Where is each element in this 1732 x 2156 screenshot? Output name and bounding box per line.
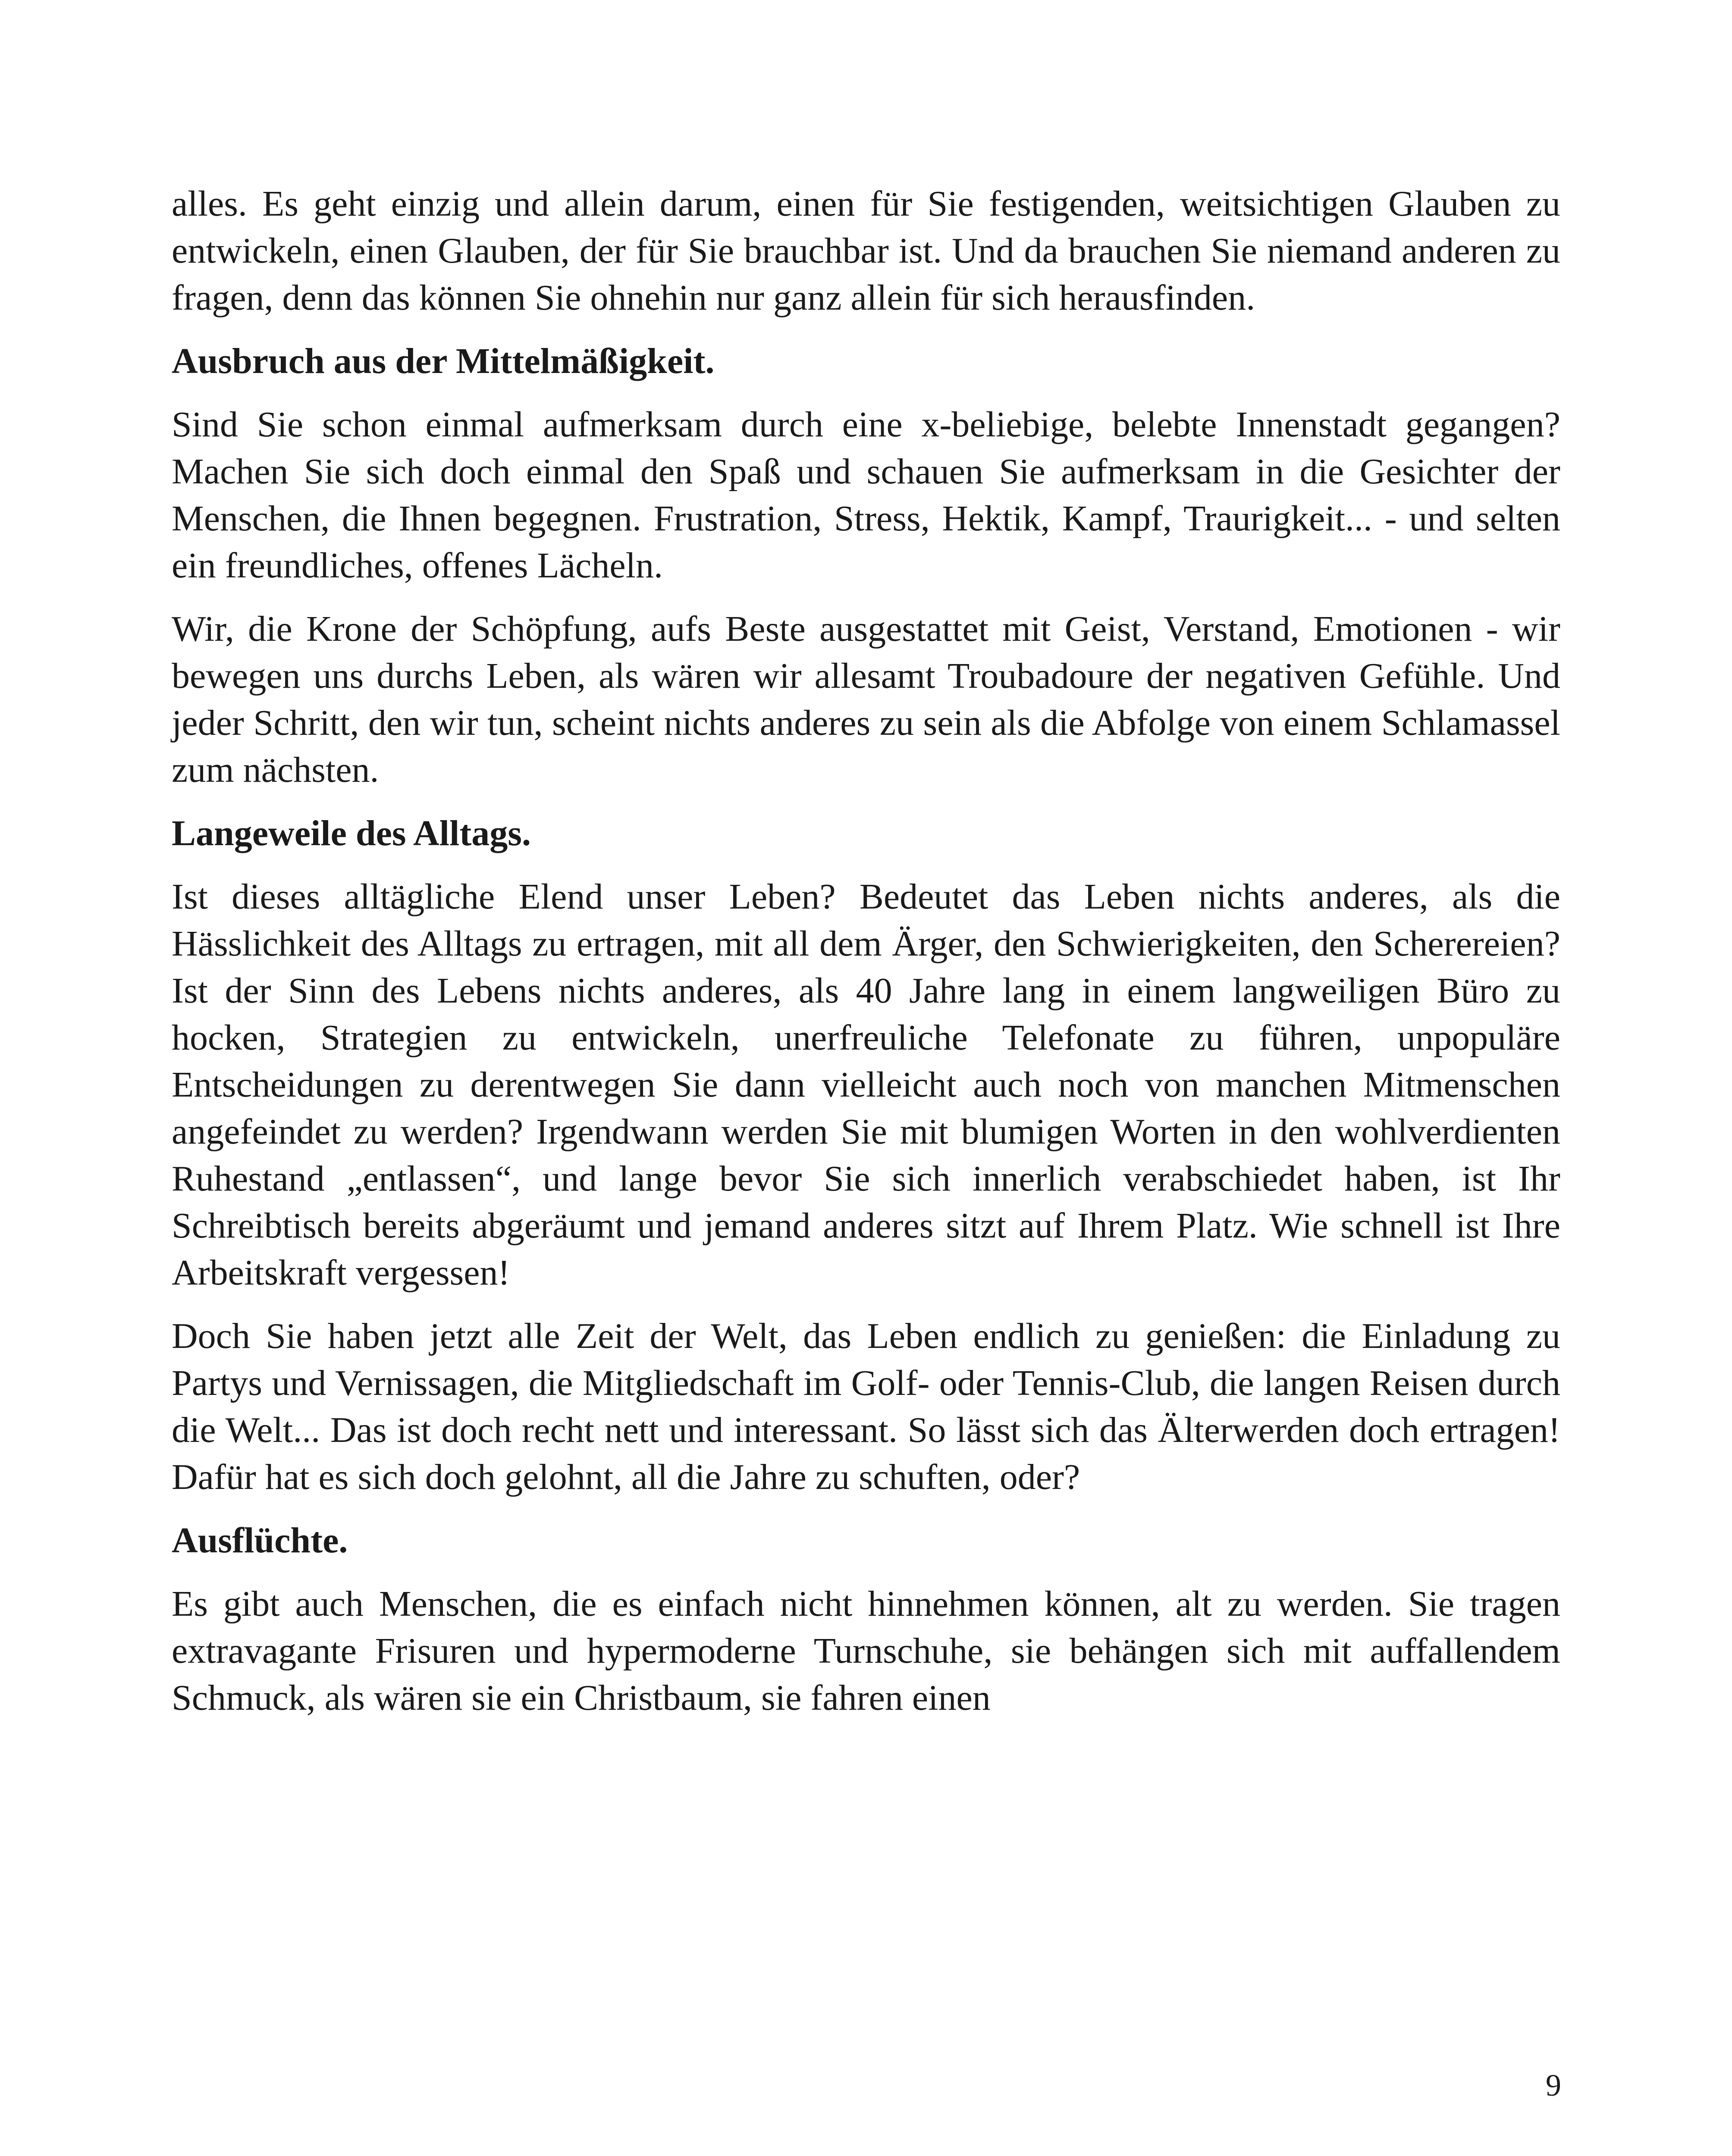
paragraph-5: Doch Sie haben jetzt alle Zeit der Welt, das Leben endlich zu genießen: die Einladung zu Partys und Vernissagen, die Mitgliedschaft im Golf- oder Tennis-Club, die langen Reisen durch die Welt... Das ist doch recht nett und interessant. So lässt sich das Älterwerden doch ertragen! Dafür hat es sich doch gelohnt, all die Jahre zu schuften, oder?: [172, 1316, 1560, 1497]
paragraph-3: Wir, die Krone der Schöpfung, aufs Beste ausgestattet mit Geist, Verstand, Emotionen - wir bewegen uns durchs Leben, als wären wir allesamt Troubadoure der negativen Gefühle. Und jeder Schritt, den wir tun, scheint nichts anderes zu sein als die Abfolge von einem Schlamassel zum nächsten.: [172, 609, 1560, 790]
paragraph-1: alles. Es geht einzig und allein darum, einen für Sie festigenden, weitsichtigen Glauben zu entwickeln, einen Glauben, der für Sie brauchbar ist. Und da brauchen Sie niemand anderen zu fragen, denn das können Sie ohnehin nur ganz allein für sich herausfinden.: [172, 184, 1560, 318]
section-heading-1: Ausbruch aus der Mittelmäßigkeit.: [172, 341, 715, 381]
section-heading-2: Langeweile des Alltags.: [172, 813, 531, 853]
body-text: [172, 180, 1560, 1738]
paragraph-2: Sind Sie schon einmal aufmerksam durch eine x-beliebige, belebte Innenstadt gegangen? Machen Sie sich doch einmal den Spaß und schauen Sie aufmerksam in die Gesichter der Menschen, die Ihnen begegnen. Frustration, Stress, Hektik, Kampf, Traurigkeit... - und selten ein freundliches, offenes Lächeln.: [172, 404, 1560, 586]
paragraph-6: Es gibt auch Menschen, die es einfach nicht hinnehmen können, alt zu werden. Sie tragen extravagante Frisuren und hypermoderne Turnschuhe, sie behängen sich mit auffallendem Schmuck, als wären sie ein Christbaum, sie fahren einen: [172, 1584, 1560, 1718]
paragraph-4: Ist dieses alltägliche Elend unser Leben? Bedeutet das Leben nichts anderes, als die Hässlichkeit des Alltags zu ertragen, mit all dem Ärger, den Schwierigkeiten, den Scherereien? Ist der Sinn des Lebens nichts anderes, als 40 Jahre lang in einem langweiligen Büro zu hocken, Strategien zu entwickeln, unerfreuliche Telefonate zu führen, unpopuläre Entscheidungen zu derentwegen Sie dann vielleicht auch noch von manchen Mitmenschen angefeindet zu werden? Irgendwann werden Sie mit blumigen Worten in den wohlverdienten Ruhestand „entlassen“, und lange bevor Sie sich innerlich verabschiedet haben, ist Ihr Schreibtisch bereits abgeräumt und jemand anderes sitzt auf Ihrem Platz. Wie schnell ist Ihre Arbeitskraft vergessen!: [172, 877, 1560, 1293]
page-number: 9: [1546, 2068, 1561, 2103]
section-heading-3: Ausflüchte.: [172, 1520, 348, 1561]
